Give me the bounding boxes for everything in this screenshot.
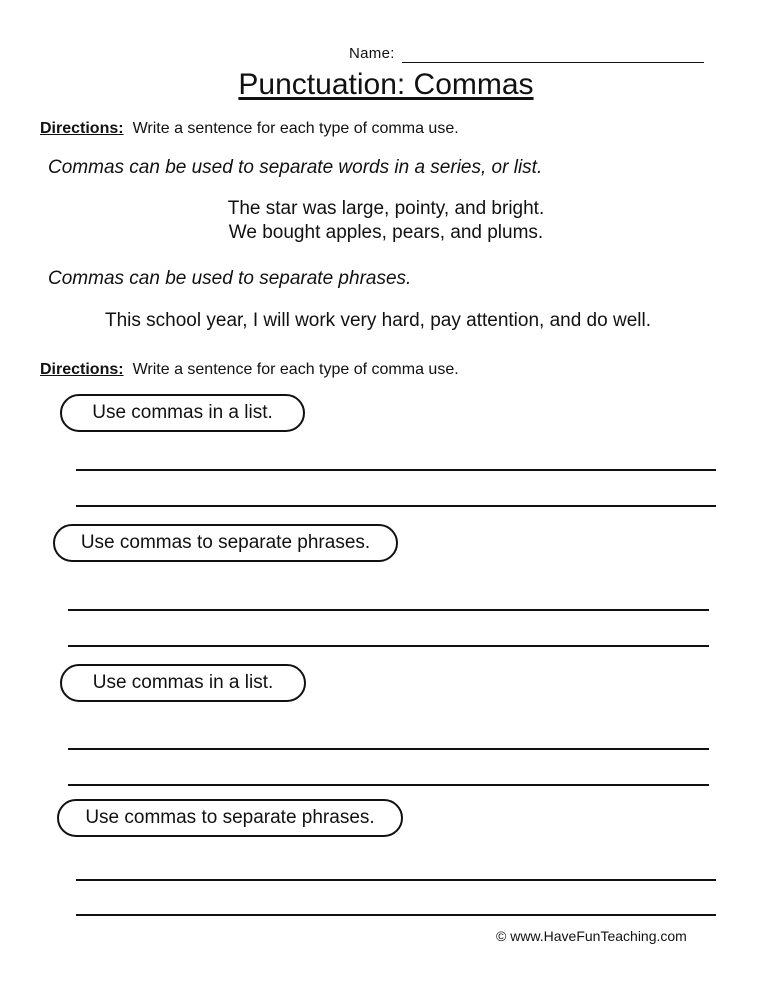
example-sentence: This school year, I will work very hard, pay attention, and do well. [105,310,651,331]
exercise-prompt-phrases: Use commas to separate phrases. [53,524,398,562]
example-sentence: The star was large, pointy, and bright. [227,198,545,219]
directions-label: Directions: [40,120,124,137]
exercise-prompt-list: Use commas in a list. [60,394,305,432]
page-title: Punctuation: Commas [238,68,534,101]
directions-text: Write a sentence for each type of comma use. [132,361,459,378]
name-input-line[interactable] [402,62,704,63]
writing-line[interactable] [76,505,716,507]
writing-line[interactable] [68,609,709,611]
directions-1 [40,120,459,138]
name-label: Name: [349,45,395,62]
rule-list-statement: Commas can be used to separate words in a series, or list. [48,157,543,178]
rule-phrases-statement: Commas can be used to separate phrases. [48,268,412,289]
writing-line[interactable] [68,645,709,647]
exercise-prompt-list: Use commas in a list. [60,664,306,702]
writing-line[interactable] [68,784,709,786]
directions-label: Directions: [40,361,124,378]
writing-line[interactable] [68,748,709,750]
directions-2 [40,361,459,379]
example-sentence: We bought apples, pears, and plums. [228,222,544,243]
writing-line[interactable] [76,469,716,471]
directions-text: Write a sentence for each type of comma use. [132,120,459,137]
writing-line[interactable] [76,879,716,881]
copyright-footer: © www.HaveFunTeaching.com [496,928,687,944]
writing-line[interactable] [76,914,716,916]
exercise-prompt-phrases: Use commas to separate phrases. [57,799,403,837]
